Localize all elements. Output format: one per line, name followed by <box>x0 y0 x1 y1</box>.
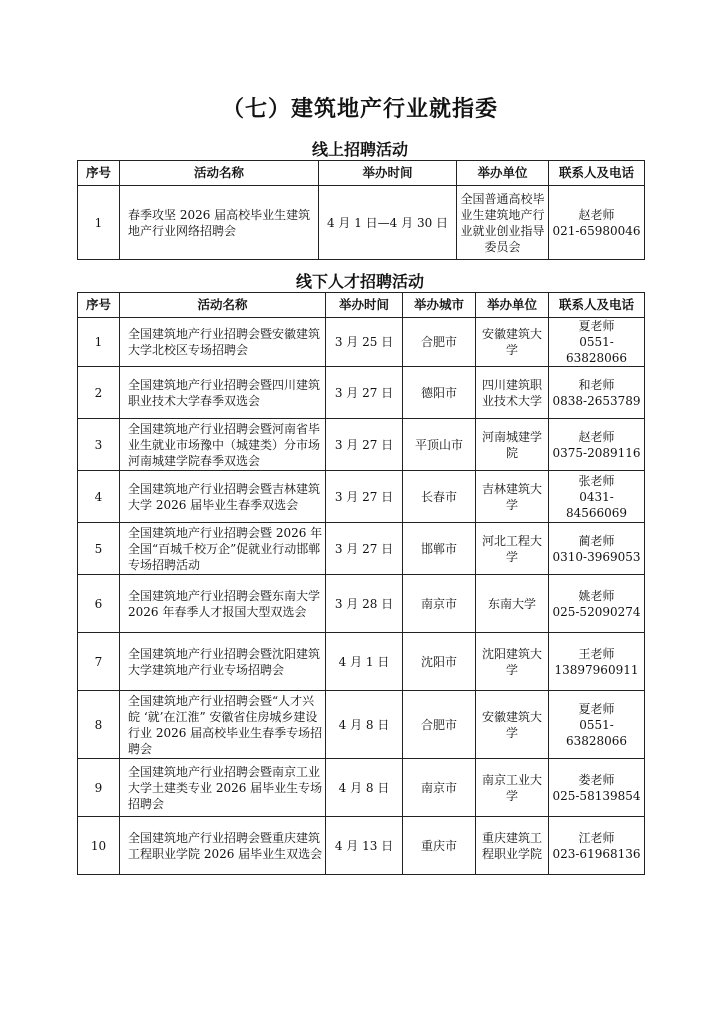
contact-phone: 025-52090274 <box>552 604 641 619</box>
activity-time: 3 月 27 日 <box>326 523 403 575</box>
contact-cell <box>549 575 645 633</box>
table-row <box>78 318 645 367</box>
activity-name: 全国建筑地产行业招聘会暨南京工业大学土建类专业 2026 届毕业生专场招聘会 <box>120 759 326 817</box>
host-city: 重庆市 <box>403 817 476 875</box>
organizer: 全国普通高校毕业生建筑地产行业就业创业指导委员会 <box>457 186 549 260</box>
organizer: 安徽建筑大学 <box>476 318 549 367</box>
contact-name: 娄老师 <box>578 772 615 787</box>
header-cell: 联系人及电话 <box>549 161 645 186</box>
table-row <box>78 817 645 875</box>
activity-time: 4 月 1 日 <box>326 633 403 691</box>
page-title: （七）建筑地产行业就指委 <box>221 97 498 122</box>
contact-phone: 0838-2653789 <box>552 393 641 408</box>
table-header-row <box>78 293 645 318</box>
header-cell: 联系人及电话 <box>549 293 645 318</box>
header-cell: 举办单位 <box>457 161 549 186</box>
host-city: 沈阳市 <box>403 633 476 691</box>
activity-name: 全国建筑地产行业招聘会暨 2026 年全国“百城千校万企”促就业行动邯郸专场招聘活动 <box>120 523 326 575</box>
organizer: 河北工程大学 <box>476 523 549 575</box>
host-city: 邯郸市 <box>403 523 476 575</box>
row-number: 7 <box>78 633 120 691</box>
contact-name: 夏老师 <box>578 701 615 716</box>
row-number: 8 <box>78 691 120 759</box>
table-row <box>78 575 645 633</box>
activity-name: 全国建筑地产行业招聘会暨重庆建筑工程职业学院 2026 届毕业生双选会 <box>120 817 326 875</box>
host-city: 合肥市 <box>403 691 476 759</box>
table-row <box>78 471 645 523</box>
row-number: 5 <box>78 523 120 575</box>
contact-phone: 021-65980046 <box>552 223 641 238</box>
contact-name: 蔺老师 <box>578 533 615 548</box>
contact-name: 王老师 <box>578 646 615 661</box>
activity-name: 全国建筑地产行业招聘会暨河南省毕业生就业市场豫中（城建类）分市场河南城建学院春季双选会 <box>120 419 326 471</box>
activity-time: 3 月 27 日 <box>326 419 403 471</box>
organizer: 南京工业大学 <box>476 759 549 817</box>
host-city: 德阳市 <box>403 367 476 419</box>
activity-time: 4 月 1 日—4 月 30 日 <box>319 186 457 260</box>
activity-time: 4 月 8 日 <box>326 691 403 759</box>
organizer: 东南大学 <box>476 575 549 633</box>
table-row <box>78 367 645 419</box>
header-cell: 序号 <box>78 293 120 318</box>
online-section-title: 线上招聘活动 <box>311 140 408 159</box>
contact-name: 赵老师 <box>578 207 615 222</box>
contact-cell <box>549 523 645 575</box>
header-cell: 活动名称 <box>120 293 326 318</box>
contact-phone: 025-58139854 <box>552 788 641 803</box>
organizer: 吉林建筑大学 <box>476 471 549 523</box>
activity-time: 3 月 27 日 <box>326 471 403 523</box>
offline-recruitment-table <box>77 292 645 875</box>
contact-phone: 0431-84566069 <box>565 489 628 520</box>
header-cell: 举办单位 <box>476 293 549 318</box>
contact-phone: 0375-2089116 <box>552 445 641 460</box>
header-cell: 活动名称 <box>120 161 319 186</box>
activity-time: 4 月 13 日 <box>326 817 403 875</box>
offline-section-title: 线下人才招聘活动 <box>295 272 424 291</box>
activity-time: 3 月 25 日 <box>326 318 403 367</box>
table-row <box>78 523 645 575</box>
row-number: 6 <box>78 575 120 633</box>
contact-phone: 0310-3969053 <box>552 549 641 564</box>
contact-cell <box>549 471 645 523</box>
row-number: 10 <box>78 817 120 875</box>
host-city: 南京市 <box>403 759 476 817</box>
host-city: 平顶山市 <box>403 419 476 471</box>
activity-name: 全国建筑地产行业招聘会暨“人才兴皖 ‘就’在江淮” 安徽省住房城乡建设行业 2026 届高校毕业生春季专场招聘会 <box>120 691 326 759</box>
table-row <box>78 759 645 817</box>
host-city: 合肥市 <box>403 318 476 367</box>
online-recruitment-table <box>77 160 645 260</box>
table-row <box>78 186 645 260</box>
row-number: 9 <box>78 759 120 817</box>
organizer: 沈阳建筑大学 <box>476 633 549 691</box>
activity-time: 3 月 28 日 <box>326 575 403 633</box>
contact-phone: 13897960911 <box>554 662 639 677</box>
contact-cell <box>549 633 645 691</box>
activity-name: 全国建筑地产行业招聘会暨四川建筑职业技术大学春季双选会 <box>120 367 326 419</box>
table-row <box>78 419 645 471</box>
activity-time: 4 月 8 日 <box>326 759 403 817</box>
host-city: 长春市 <box>403 471 476 523</box>
contact-phone: 0551-63828066 <box>565 717 628 748</box>
contact-name: 姚老师 <box>578 588 615 603</box>
contact-name: 江老师 <box>578 830 615 845</box>
organizer: 重庆建筑工程职业学院 <box>476 817 549 875</box>
contact-cell <box>549 691 645 759</box>
row-number: 3 <box>78 419 120 471</box>
header-cell: 举办城市 <box>403 293 476 318</box>
contact-phone: 0551-63828066 <box>565 335 628 365</box>
contact-cell <box>549 419 645 471</box>
contact-name: 张老师 <box>578 473 615 488</box>
contact-name: 和老师 <box>578 377 615 392</box>
header-cell: 序号 <box>78 161 120 186</box>
contact-cell <box>549 759 645 817</box>
table-row <box>78 633 645 691</box>
row-number: 4 <box>78 471 120 523</box>
table-header-row <box>78 161 645 186</box>
activity-name: 全国建筑地产行业招聘会暨吉林建筑大学 2026 届毕业生春季双选会 <box>120 471 326 523</box>
organizer: 安徽建筑大学 <box>476 691 549 759</box>
row-number: 1 <box>78 318 120 367</box>
host-city: 南京市 <box>403 575 476 633</box>
activity-name: 全国建筑地产行业招聘会暨安徽建筑大学北校区专场招聘会 <box>120 318 326 367</box>
row-number: 2 <box>78 367 120 419</box>
table-row <box>78 691 645 759</box>
header-cell: 举办时间 <box>326 293 403 318</box>
organizer: 四川建筑职业技术大学 <box>476 367 549 419</box>
contact-name: 赵老师 <box>578 429 615 444</box>
contact-cell <box>549 367 645 419</box>
contact-phone: 023-61968136 <box>552 846 641 861</box>
activity-name: 全国建筑地产行业招聘会暨东南大学 2026 年春季人才报国大型双选会 <box>120 575 326 633</box>
activity-name: 全国建筑地产行业招聘会暨沈阳建筑大学建筑地产行业专场招聘会 <box>120 633 326 691</box>
contact-cell <box>549 186 645 260</box>
activity-time: 3 月 27 日 <box>326 367 403 419</box>
contact-cell <box>549 817 645 875</box>
activity-name: 春季攻坚 2026 届高校毕业生建筑地产行业网络招聘会 <box>120 186 319 260</box>
organizer: 河南城建学院 <box>476 419 549 471</box>
row-number: 1 <box>78 186 120 260</box>
contact-name: 夏老师 <box>578 319 615 333</box>
contact-cell <box>549 318 645 367</box>
header-cell: 举办时间 <box>319 161 457 186</box>
